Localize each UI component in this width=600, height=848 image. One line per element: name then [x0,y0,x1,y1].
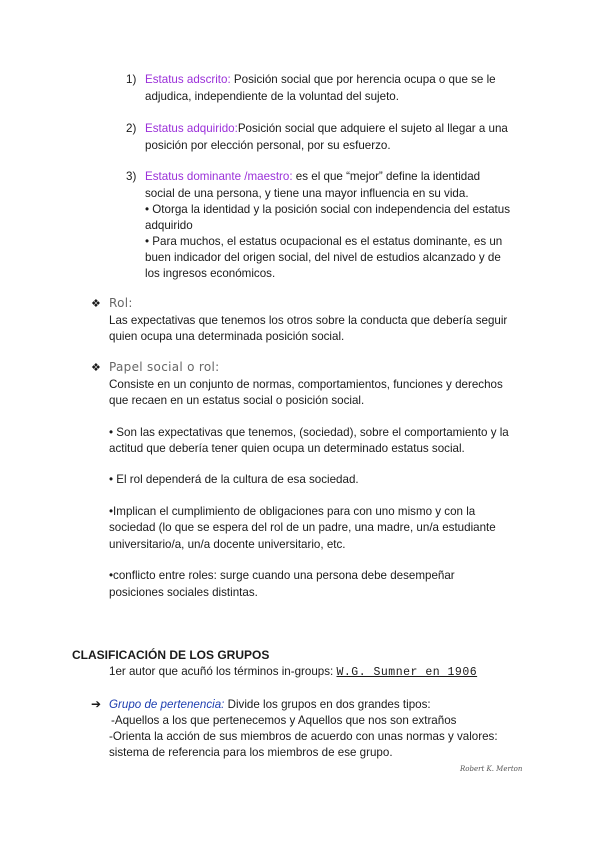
paragraph-line: •Implican el cumplimiento de obligaciones para con uno mismo y con la [109,505,476,518]
paragraph-line: • Son las expectativas que tenemos, (sociedad), sobre el comportamiento y la [109,426,509,439]
definition-text: Posición social que por herencia ocupa o que se le [230,73,496,86]
definition-text: los ingresos económicos. [145,267,276,280]
definition-text: Divide los grupos en dos grandes tipos: [224,698,431,711]
definition-text: social de una persona, y tiene una mayor influencia en su vida. [145,187,469,200]
list-item-estatus-adquirido [145,120,508,137]
list-item-estatus-dominante [145,168,480,185]
list-number: 3) [126,170,137,183]
section-title-rol: Rol: [109,296,133,310]
definition-text: adjudica, independiente de la voluntad del sujeto. [145,90,399,103]
term-estatus-adscrito: Estatus adscrito: [145,73,231,86]
paragraph-line: quien ocupa una determinada posición social. [109,330,345,343]
paragraph-line: sociedad (lo que se espera del rol de un padre, una madre, un/a estudiante [109,521,496,534]
paragraph-line: sistema de referencia para los miembros de ese grupo. [109,746,393,759]
definition-text: es el que “mejor” define la identidad [292,170,481,183]
paragraph-line: actitud que debería tener quien ocupa un determinado estatus social. [109,442,465,455]
list-number: 2) [126,122,137,135]
paragraph-line: -Orienta la acción de sus miembros de acuerdo con unas normas y valores: [109,730,498,743]
paragraph-line: -Aquellos a los que pertenecemos y Aquellos que nos son extraños [111,714,457,727]
handwritten-signature: Robert K. Merton [460,765,523,773]
paragraph-line: •conflicto entre roles: surge cuando una persona debe desempeñar [109,569,455,582]
term-estatus-adquirido: Estatus adquirido: [145,122,238,135]
definition-text: • Otorga la identidad y la posición social con independencia del estatus [145,203,510,216]
section-heading-clasificacion: CLASIFICACIÓN DE LOS GRUPOS [72,648,270,662]
section-title-papel-social: Papel social o rol: [109,360,220,374]
list-number: 1) [126,73,137,86]
first-author-text: 1er autor que acuñó los términos in-groups: [109,665,337,678]
term-estatus-dominante: Estatus dominante /maestro: [145,170,293,183]
first-author-line [109,663,477,681]
definition-text: posición por elección personal, por su esfuerzo. [145,139,391,152]
paragraph-line: Las expectativas que tenemos los otros sobre la conducta que debería seguir [109,314,508,327]
grupo-pertenencia-line [109,696,431,713]
definition-text: Posición social que adquiere el sujeto al llegar a una [237,122,508,135]
definition-text: adquirido [145,219,193,232]
definition-text: • Para muchos, el estatus ocupacional es el estatus dominante, es un [145,235,503,248]
author-name: W.G. Sumner en 1906 [336,666,478,679]
paragraph-line: posiciones sociales distintas. [109,586,258,599]
definition-text: buen indicador del origen social, del nivel de estudios alcanzado y de [145,251,501,264]
arrow-bullet-icon: ➔ [91,697,102,711]
paragraph-line: • El rol dependerá de la cultura de esa sociedad. [109,473,359,486]
list-item-estatus-adscrito [145,71,496,88]
paragraph-line: universitario/a, un/a docente universitario, etc. [109,538,346,551]
diamond-bullet-icon: ❖ [91,362,101,374]
paragraph-line: Consiste en un conjunto de normas, comportamientos, funciones y derechos [109,378,503,391]
diamond-bullet-icon: ❖ [91,298,101,310]
paragraph-line: que recaen en un estatus social o posición social. [109,394,365,407]
term-grupo-pertenencia: Grupo de pertenencia: [109,698,225,711]
